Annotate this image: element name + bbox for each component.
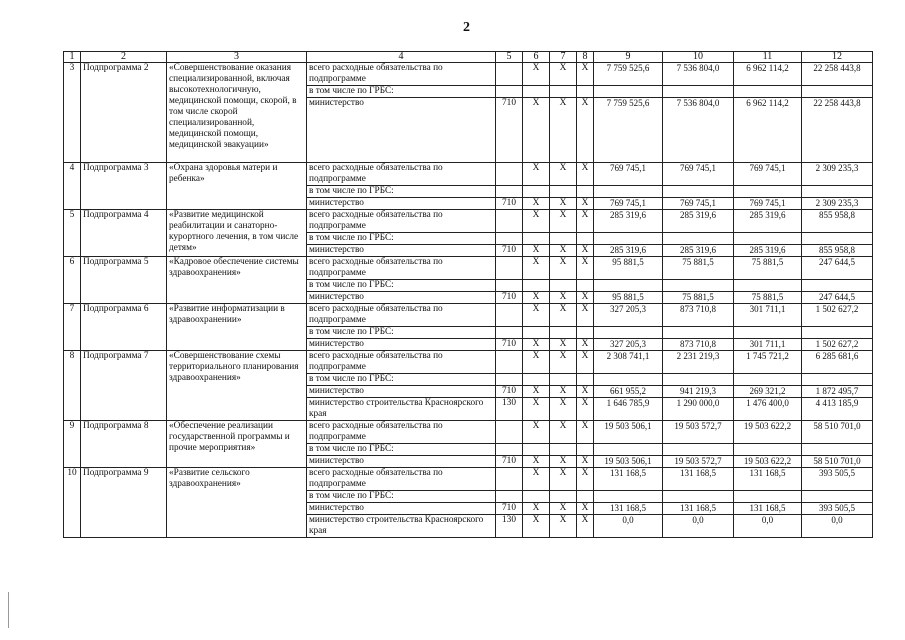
value-col11: 0,0	[734, 515, 802, 538]
value-col12: 1 872 495,7	[802, 386, 873, 398]
col6-mark: X	[523, 421, 550, 444]
line-label: министерство строительства Красноярского края	[307, 398, 496, 421]
col6-mark: X	[523, 210, 550, 233]
value-col10: 873 710,8	[663, 339, 734, 351]
line-label: в том числе по ГРБС:	[307, 233, 496, 245]
value-col10	[663, 491, 734, 503]
col7-mark: X	[550, 257, 577, 280]
subprogram-label: Подпрограмма 5	[81, 257, 167, 304]
grbs-code: 710	[496, 503, 523, 515]
value-col12	[802, 86, 873, 98]
grbs-code: 710	[496, 292, 523, 304]
line-label: в том числе по ГРБС:	[307, 444, 496, 456]
value-col11: 19 503 622,2	[734, 421, 802, 444]
value-col10: 285 319,6	[663, 245, 734, 257]
col8-mark: X	[577, 503, 594, 515]
value-col11: 769 745,1	[734, 163, 802, 186]
value-col11: 301 711,1	[734, 339, 802, 351]
col6-mark: X	[523, 304, 550, 327]
subprogram-name: «Кадровое обеспечение системы здравоохранения»	[167, 257, 307, 304]
col6-mark	[523, 280, 550, 292]
col8-mark: X	[577, 339, 594, 351]
value-col11	[734, 186, 802, 198]
grbs-code: 710	[496, 198, 523, 210]
col7-mark: X	[550, 515, 577, 538]
row-number: 9	[64, 421, 81, 468]
col8-mark: X	[577, 304, 594, 327]
line-label: министерство	[307, 386, 496, 398]
value-col10	[663, 86, 734, 98]
col8-mark	[577, 444, 594, 456]
col6-mark: X	[523, 515, 550, 538]
value-col10: 131 168,5	[663, 503, 734, 515]
col6-mark: X	[523, 292, 550, 304]
value-col10: 285 319,6	[663, 210, 734, 233]
value-col11	[734, 86, 802, 98]
subprogram-label: Подпрограмма 3	[81, 163, 167, 210]
grbs-code	[496, 327, 523, 339]
col6-mark: X	[523, 398, 550, 421]
value-col12: 2 309 235,3	[802, 198, 873, 210]
col7-mark	[550, 86, 577, 98]
row-number: 3	[64, 63, 81, 163]
col7-mark	[550, 327, 577, 339]
value-col11: 75 881,5	[734, 257, 802, 280]
value-col9: 7 759 525,6	[594, 63, 663, 86]
value-col10: 75 881,5	[663, 257, 734, 280]
table-row	[64, 257, 873, 280]
value-col12: 58 510 701,0	[802, 456, 873, 468]
col7-mark: X	[550, 98, 577, 163]
table-row	[64, 304, 873, 327]
value-col9: 19 503 506,1	[594, 456, 663, 468]
subprogram-name: «Охрана здоровья матери и ребенка»	[167, 163, 307, 210]
col8-mark: X	[577, 210, 594, 233]
grbs-code	[496, 468, 523, 491]
subprogram-label: Подпрограмма 4	[81, 210, 167, 257]
value-col11	[734, 491, 802, 503]
col6-mark	[523, 444, 550, 456]
value-col10	[663, 327, 734, 339]
value-col11	[734, 444, 802, 456]
col6-mark: X	[523, 257, 550, 280]
column-header: 4	[307, 52, 496, 63]
column-header: 9	[594, 52, 663, 63]
line-label: министерство	[307, 339, 496, 351]
value-col11: 131 168,5	[734, 503, 802, 515]
value-col12: 22 258 443,8	[802, 63, 873, 86]
value-col9: 95 881,5	[594, 292, 663, 304]
line-label: министерство	[307, 245, 496, 257]
value-col9	[594, 233, 663, 245]
table-row	[64, 210, 873, 233]
col8-mark: X	[577, 456, 594, 468]
subprogram-label: Подпрограмма 8	[81, 421, 167, 468]
value-col9	[594, 86, 663, 98]
col6-mark	[523, 491, 550, 503]
grbs-code	[496, 491, 523, 503]
subprogram-label: Подпрограмма 6	[81, 304, 167, 351]
line-label: всего расходные обязательства по подпрограмме	[307, 351, 496, 374]
col6-mark	[523, 186, 550, 198]
value-col10	[663, 186, 734, 198]
grbs-code	[496, 421, 523, 444]
col8-mark	[577, 491, 594, 503]
col7-mark	[550, 491, 577, 503]
value-col12: 58 510 701,0	[802, 421, 873, 444]
table-body	[64, 52, 873, 538]
subprogram-label: Подпрограмма 7	[81, 351, 167, 421]
col8-mark: X	[577, 257, 594, 280]
col7-mark: X	[550, 351, 577, 374]
row-number: 10	[64, 468, 81, 538]
value-col9: 0,0	[594, 515, 663, 538]
value-col12	[802, 374, 873, 386]
value-col10	[663, 233, 734, 245]
col6-mark	[523, 374, 550, 386]
col6-mark: X	[523, 198, 550, 210]
subprogram-label: Подпрограмма 9	[81, 468, 167, 538]
subprogram-label: Подпрограмма 2	[81, 63, 167, 163]
grbs-code	[496, 186, 523, 198]
line-label: министерство	[307, 198, 496, 210]
value-col9: 769 745,1	[594, 163, 663, 186]
col7-mark	[550, 280, 577, 292]
subprogram-name: «Совершенствование оказания специализированной, включая высокотехнологичную, медицинской помощи, скорой, в том числе скорой специализированной, медицинской помощи, медицинской эвакуации»	[167, 63, 307, 163]
value-col12	[802, 444, 873, 456]
col8-mark: X	[577, 515, 594, 538]
col7-mark: X	[550, 339, 577, 351]
value-col12: 1 502 627,2	[802, 339, 873, 351]
line-label: в том числе по ГРБС:	[307, 86, 496, 98]
value-col12: 855 958,8	[802, 210, 873, 233]
value-col12	[802, 327, 873, 339]
row-number: 6	[64, 257, 81, 304]
line-label: министерство	[307, 98, 496, 163]
value-col12: 4 413 185,9	[802, 398, 873, 421]
subprogram-name: «Развитие сельского здравоохранения»	[167, 468, 307, 538]
col6-mark: X	[523, 163, 550, 186]
value-col10: 1 290 000,0	[663, 398, 734, 421]
value-col11: 1 476 400,0	[734, 398, 802, 421]
col7-mark: X	[550, 503, 577, 515]
col8-mark: X	[577, 468, 594, 491]
value-col11: 131 168,5	[734, 468, 802, 491]
col6-mark: X	[523, 351, 550, 374]
column-header: 10	[663, 52, 734, 63]
col6-mark: X	[523, 339, 550, 351]
value-col9: 285 319,6	[594, 210, 663, 233]
value-col10: 941 219,3	[663, 386, 734, 398]
value-col12: 22 258 443,8	[802, 98, 873, 163]
line-label: всего расходные обязательства по подпрограмме	[307, 63, 496, 86]
column-header: 12	[802, 52, 873, 63]
col7-mark: X	[550, 456, 577, 468]
value-col9: 131 168,5	[594, 503, 663, 515]
col6-mark: X	[523, 98, 550, 163]
value-col12: 393 505,5	[802, 468, 873, 491]
col6-mark: X	[523, 386, 550, 398]
subprogram-name: «Развитие медицинской реабилитации и санаторно-курортного лечения, в том числе детям»	[167, 210, 307, 257]
column-header: 7	[550, 52, 577, 63]
col6-mark: X	[523, 63, 550, 86]
value-col10: 19 503 572,7	[663, 421, 734, 444]
grbs-code	[496, 444, 523, 456]
value-col9: 327 205,3	[594, 339, 663, 351]
page-number: 2	[463, 20, 470, 35]
column-header: 5	[496, 52, 523, 63]
column-header: 6	[523, 52, 550, 63]
value-col11: 6 962 114,2	[734, 63, 802, 86]
grbs-code: 710	[496, 456, 523, 468]
line-label: министерство строительства Красноярского края	[307, 515, 496, 538]
line-label: в том числе по ГРБС:	[307, 374, 496, 386]
value-col11	[734, 233, 802, 245]
table-row	[64, 63, 873, 86]
value-col9: 131 168,5	[594, 468, 663, 491]
col8-mark: X	[577, 163, 594, 186]
row-number: 8	[64, 351, 81, 421]
col7-mark: X	[550, 210, 577, 233]
row-number: 4	[64, 163, 81, 210]
grbs-code	[496, 257, 523, 280]
grbs-code	[496, 304, 523, 327]
line-label: министерство	[307, 456, 496, 468]
line-label: всего расходные обязательства по подпрограмме	[307, 421, 496, 444]
col7-mark: X	[550, 163, 577, 186]
line-label: министерство	[307, 292, 496, 304]
row-number: 5	[64, 210, 81, 257]
value-col11: 19 503 622,2	[734, 456, 802, 468]
col7-mark	[550, 374, 577, 386]
col7-mark	[550, 444, 577, 456]
col8-mark: X	[577, 421, 594, 444]
value-col12	[802, 491, 873, 503]
value-col11: 1 745 721,2	[734, 351, 802, 374]
column-header: 3	[167, 52, 307, 63]
col6-mark	[523, 233, 550, 245]
col8-mark: X	[577, 98, 594, 163]
value-col10: 769 745,1	[663, 163, 734, 186]
value-col12: 6 285 681,6	[802, 351, 873, 374]
line-label: министерство	[307, 503, 496, 515]
grbs-code	[496, 374, 523, 386]
col8-mark: X	[577, 386, 594, 398]
col7-mark: X	[550, 421, 577, 444]
grbs-code	[496, 351, 523, 374]
value-col12: 393 505,5	[802, 503, 873, 515]
col6-mark: X	[523, 468, 550, 491]
value-col9: 327 205,3	[594, 304, 663, 327]
value-col11: 285 319,6	[734, 210, 802, 233]
value-col10	[663, 280, 734, 292]
subprogram-name: «Совершенствование схемы территориального планирования здравоохранения»	[167, 351, 307, 421]
grbs-code: 130	[496, 398, 523, 421]
col7-mark: X	[550, 245, 577, 257]
line-label: в том числе по ГРБС:	[307, 491, 496, 503]
col7-mark: X	[550, 398, 577, 421]
col8-mark: X	[577, 398, 594, 421]
column-header: 8	[577, 52, 594, 63]
grbs-code: 710	[496, 98, 523, 163]
col7-mark: X	[550, 63, 577, 86]
value-col11	[734, 327, 802, 339]
value-col12: 855 958,8	[802, 245, 873, 257]
grbs-code: 710	[496, 386, 523, 398]
col6-mark: X	[523, 503, 550, 515]
line-label: в том числе по ГРБС:	[307, 186, 496, 198]
value-col10	[663, 444, 734, 456]
value-col9: 19 503 506,1	[594, 421, 663, 444]
value-col10	[663, 374, 734, 386]
subprogram-name: «Развитие информатизации в здравоохранении»	[167, 304, 307, 351]
value-col11: 6 962 114,2	[734, 98, 802, 163]
col6-mark	[523, 327, 550, 339]
col8-mark	[577, 86, 594, 98]
grbs-code: 710	[496, 245, 523, 257]
value-col12	[802, 280, 873, 292]
col8-mark	[577, 327, 594, 339]
value-col9: 661 955,2	[594, 386, 663, 398]
budget-table	[63, 51, 873, 538]
col7-mark: X	[550, 468, 577, 491]
row-number: 7	[64, 304, 81, 351]
value-col11: 269 321,2	[734, 386, 802, 398]
value-col10: 7 536 804,0	[663, 98, 734, 163]
col8-mark	[577, 280, 594, 292]
table-row	[64, 351, 873, 374]
column-header: 1	[64, 52, 81, 63]
value-col9: 95 881,5	[594, 257, 663, 280]
value-col10: 75 881,5	[663, 292, 734, 304]
col8-mark: X	[577, 292, 594, 304]
col7-mark: X	[550, 292, 577, 304]
table-row	[64, 163, 873, 186]
value-col10: 131 168,5	[663, 468, 734, 491]
value-col12	[802, 186, 873, 198]
value-col10: 7 536 804,0	[663, 63, 734, 86]
value-col9	[594, 186, 663, 198]
value-col9	[594, 280, 663, 292]
value-col11	[734, 280, 802, 292]
value-col10: 19 503 572,7	[663, 456, 734, 468]
col7-mark: X	[550, 386, 577, 398]
table-row	[64, 421, 873, 444]
line-label: всего расходные обязательства по подпрограмме	[307, 210, 496, 233]
col7-mark: X	[550, 198, 577, 210]
col7-mark	[550, 233, 577, 245]
col7-mark	[550, 186, 577, 198]
col7-mark: X	[550, 304, 577, 327]
value-col9: 769 745,1	[594, 198, 663, 210]
line-label: в том числе по ГРБС:	[307, 327, 496, 339]
grbs-code	[496, 210, 523, 233]
value-col11: 301 711,1	[734, 304, 802, 327]
value-col9	[594, 444, 663, 456]
col8-mark: X	[577, 351, 594, 374]
table-row	[64, 468, 873, 491]
value-col12	[802, 233, 873, 245]
col8-mark	[577, 374, 594, 386]
value-col9	[594, 327, 663, 339]
value-col9: 2 308 741,1	[594, 351, 663, 374]
grbs-code	[496, 163, 523, 186]
value-col12: 0,0	[802, 515, 873, 538]
col6-mark: X	[523, 456, 550, 468]
value-col11	[734, 374, 802, 386]
line-label: всего расходные обязательства по подпрограмме	[307, 304, 496, 327]
value-col9: 1 646 785,9	[594, 398, 663, 421]
grbs-code: 130	[496, 515, 523, 538]
value-col10: 769 745,1	[663, 198, 734, 210]
column-header: 11	[734, 52, 802, 63]
grbs-code	[496, 86, 523, 98]
grbs-code	[496, 233, 523, 245]
grbs-code	[496, 280, 523, 292]
grbs-code	[496, 63, 523, 86]
value-col11: 769 745,1	[734, 198, 802, 210]
value-col12: 1 502 627,2	[802, 304, 873, 327]
line-label: всего расходные обязательства по подпрограмме	[307, 468, 496, 491]
col8-mark: X	[577, 198, 594, 210]
col6-mark: X	[523, 245, 550, 257]
value-col10: 2 231 219,3	[663, 351, 734, 374]
value-col12: 2 309 235,3	[802, 163, 873, 186]
value-col9: 7 759 525,6	[594, 98, 663, 163]
header-row	[64, 52, 873, 63]
value-col12: 247 644,5	[802, 292, 873, 304]
line-label: всего расходные обязательства по подпрограмме	[307, 257, 496, 280]
value-col9: 285 319,6	[594, 245, 663, 257]
margin-mark	[8, 592, 9, 628]
line-label: всего расходные обязательства по подпрограмме	[307, 163, 496, 186]
col8-mark	[577, 186, 594, 198]
line-label: в том числе по ГРБС:	[307, 280, 496, 292]
col8-mark: X	[577, 245, 594, 257]
col8-mark: X	[577, 63, 594, 86]
value-col11: 75 881,5	[734, 292, 802, 304]
value-col9	[594, 374, 663, 386]
value-col11: 285 319,6	[734, 245, 802, 257]
grbs-code: 710	[496, 339, 523, 351]
value-col10: 0,0	[663, 515, 734, 538]
value-col9	[594, 491, 663, 503]
col8-mark	[577, 233, 594, 245]
column-header: 2	[81, 52, 167, 63]
value-col10: 873 710,8	[663, 304, 734, 327]
col6-mark	[523, 86, 550, 98]
value-col12: 247 644,5	[802, 257, 873, 280]
subprogram-name: «Обеспечение реализации государственной программы и прочие мероприятия»	[167, 421, 307, 468]
